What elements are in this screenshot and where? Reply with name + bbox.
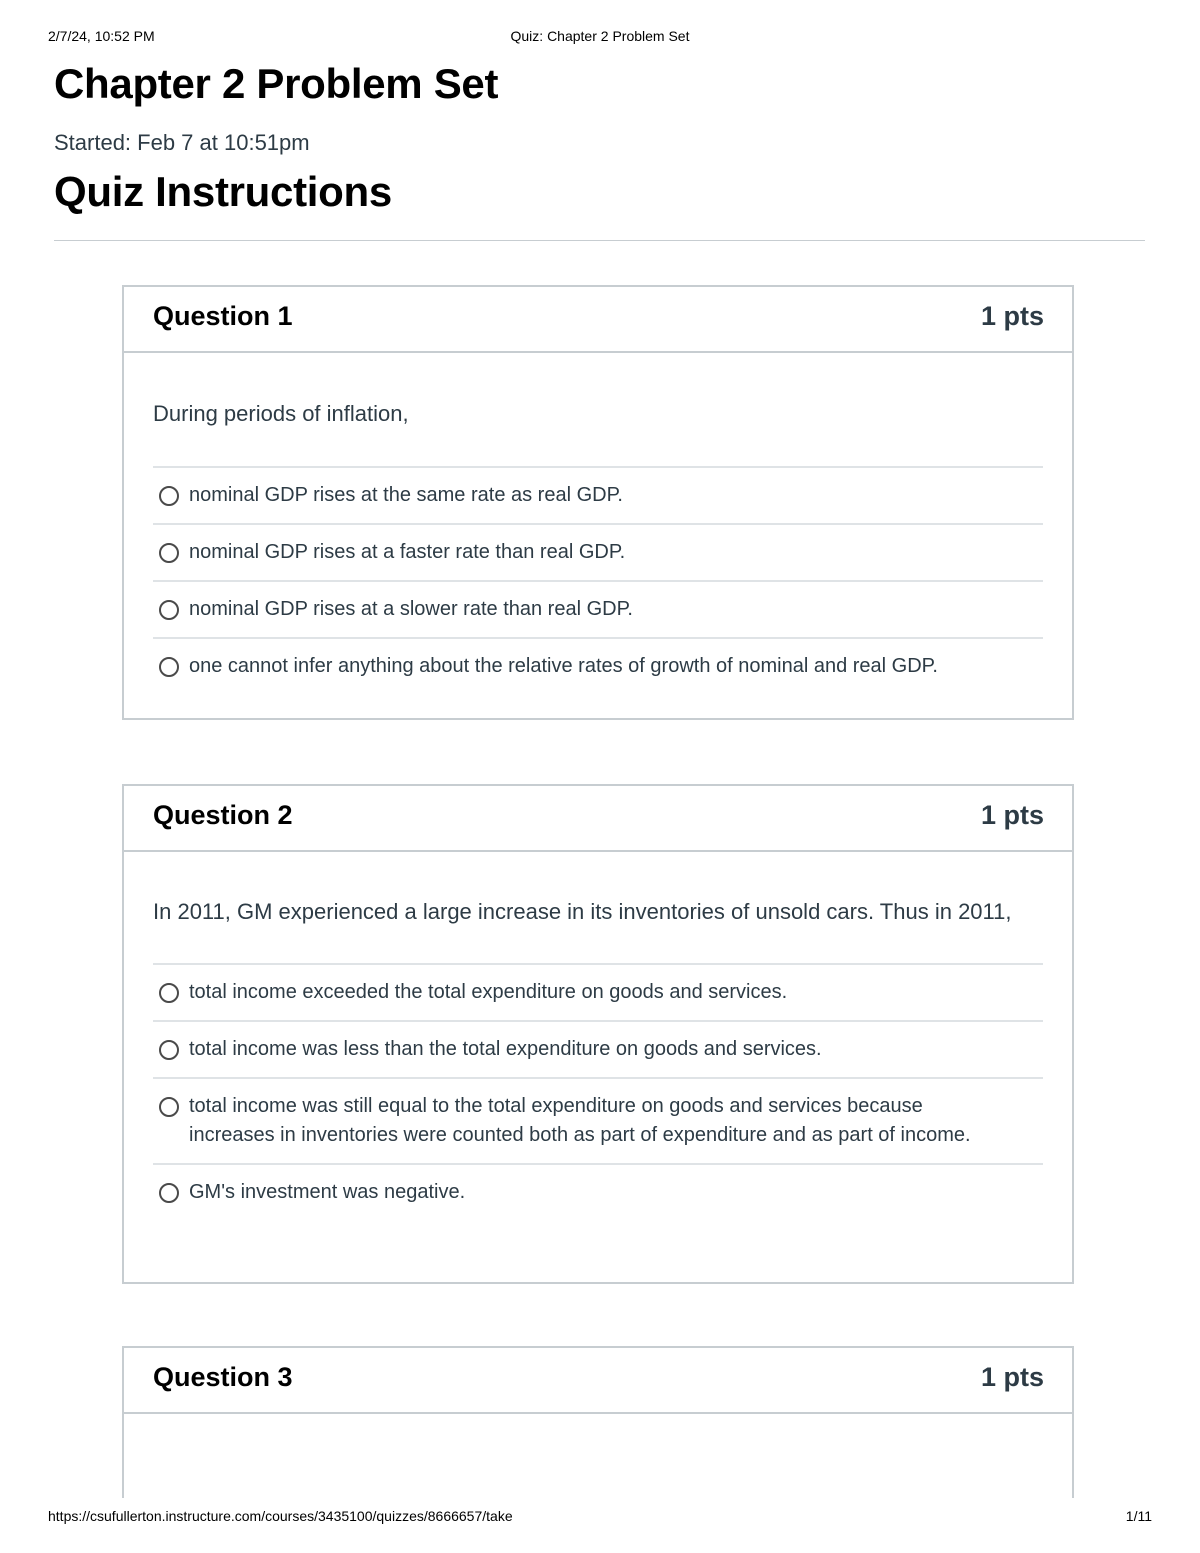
answer-label: nominal GDP rises at a faster rate than real GDP. bbox=[189, 541, 626, 563]
radio-button[interactable] bbox=[159, 486, 179, 506]
answer-option[interactable] bbox=[153, 525, 1043, 582]
question-body bbox=[124, 852, 1072, 1220]
radio-button[interactable] bbox=[159, 600, 179, 620]
radio-button[interactable] bbox=[159, 1183, 179, 1203]
answer-label: total income was less than the total expenditure on goods and services. bbox=[189, 1038, 822, 1060]
question-2 bbox=[122, 784, 1074, 1284]
question-3 bbox=[122, 1346, 1074, 1498]
answer-option[interactable] bbox=[153, 1079, 1043, 1165]
answer-option[interactable] bbox=[153, 639, 1043, 694]
page-title: Chapter 2 Problem Set bbox=[54, 60, 499, 107]
quiz-instructions-heading: Quiz Instructions bbox=[54, 168, 392, 215]
question-body bbox=[124, 353, 1072, 694]
question-text: In 2011, GM experienced a large increase in its inventories of unsold cars. Thus in 2011, bbox=[153, 899, 1012, 924]
print-header bbox=[48, 28, 1152, 48]
question-1 bbox=[122, 285, 1074, 720]
radio-button[interactable] bbox=[159, 1040, 179, 1060]
question-header bbox=[124, 287, 1072, 353]
print-footer bbox=[48, 1508, 1152, 1528]
answer-option[interactable] bbox=[153, 582, 1043, 639]
question-header bbox=[124, 1348, 1072, 1414]
question-title: Question 3 bbox=[153, 1362, 293, 1392]
quiz-started-time: Started: Feb 7 at 10:51pm bbox=[54, 130, 310, 155]
print-date: 2/7/24, 10:52 PM bbox=[48, 28, 155, 44]
question-text: During periods of inflation, bbox=[153, 401, 409, 426]
answer-option[interactable] bbox=[153, 468, 1043, 525]
print-document-title: Quiz: Chapter 2 Problem Set bbox=[510, 28, 690, 44]
answer-label: nominal GDP rises at the same rate as real GDP. bbox=[189, 484, 623, 506]
radio-button[interactable] bbox=[159, 1097, 179, 1117]
radio-button[interactable] bbox=[159, 983, 179, 1003]
answer-option[interactable] bbox=[153, 1022, 1043, 1079]
page-number: 1/11 bbox=[1125, 1508, 1152, 1524]
answer-label: one cannot infer anything about the relative rates of growth of nominal and real GDP. bbox=[189, 655, 938, 677]
question-title: Question 2 bbox=[153, 800, 293, 830]
answer-label: GM's investment was negative. bbox=[189, 1181, 466, 1203]
question-points: 1 pts bbox=[980, 1362, 1044, 1392]
answer-label: nominal GDP rises at a slower rate than real GDP. bbox=[189, 598, 633, 620]
radio-button[interactable] bbox=[159, 657, 179, 677]
print-url: https://csufullerton.instructure.com/courses/3435100/quizzes/8666657/take bbox=[48, 1508, 513, 1524]
answer-list bbox=[153, 963, 1043, 1220]
question-title: Question 1 bbox=[153, 301, 293, 331]
answer-option[interactable] bbox=[153, 1165, 1043, 1220]
answer-label: total income was still equal to the total expenditure on goods and services because increases in inventories were counted both as part of expenditure and as part of income. bbox=[189, 1095, 971, 1146]
answer-list bbox=[153, 466, 1043, 694]
question-points: 1 pts bbox=[980, 800, 1044, 830]
question-points: 1 pts bbox=[980, 301, 1044, 331]
radio-button[interactable] bbox=[159, 543, 179, 563]
header-divider bbox=[54, 240, 1145, 241]
answer-option[interactable] bbox=[153, 965, 1043, 1022]
answer-label: total income exceeded the total expenditure on goods and services. bbox=[189, 981, 788, 1003]
question-header bbox=[124, 786, 1072, 852]
